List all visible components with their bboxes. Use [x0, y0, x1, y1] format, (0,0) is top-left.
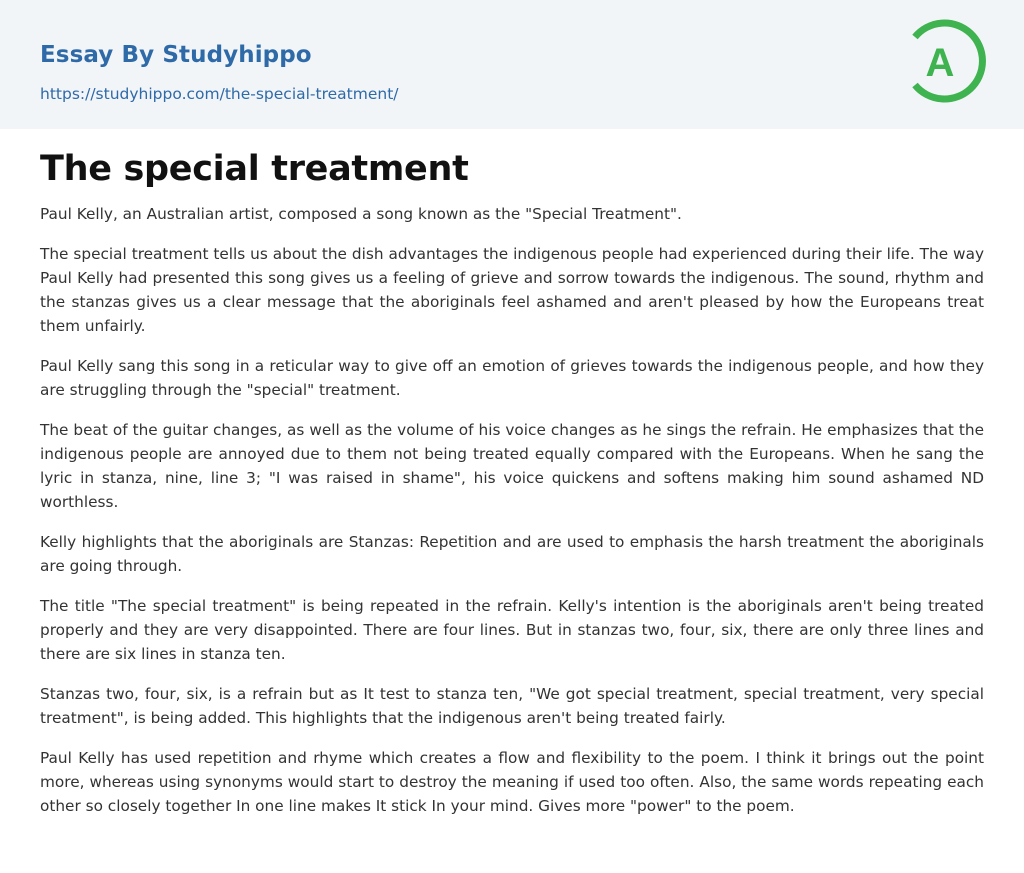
article: [0, 148, 1024, 818]
studyhippo-logo-icon[interactable]: [908, 17, 988, 107]
article-paragraph: Stanzas two, four, six, is a refrain but as It test to stanza ten, "We got special treatment, special treatment, very special treatment", is being added. This highlights that the indigenous aren't being treated fairly.: [40, 685, 984, 727]
site-header: [0, 0, 1024, 129]
logo-letter: A: [925, 41, 955, 85]
article-paragraph: Paul Kelly has used repetition and rhyme which creates a flow and flexibility to the poem. I think it brings out the point more, whereas using synonyms would start to destroy the meaning if used too often. Also, the same words repeating each other so closely together In one line makes It stick In your mind. Gives more "power" to the poem.: [40, 749, 984, 815]
article-paragraph: Paul Kelly sang this song in a reticular way to give off an emotion of grieves towards the indigenous people, and how they are struggling through the "special" treatment.: [40, 357, 984, 399]
brand-title[interactable]: Essay By Studyhippo: [40, 42, 312, 68]
article-paragraph: Kelly highlights that the aboriginals are Stanzas: Repetition and are used to emphasis the harsh treatment the aboriginals are going through.: [40, 533, 984, 575]
article-paragraph: Paul Kelly, an Australian artist, composed a song known as the "Special Treatment".: [40, 205, 682, 223]
article-title: The special treatment: [40, 149, 469, 189]
article-url-link[interactable]: https://studyhippo.com/the-special-treatment/: [40, 85, 399, 103]
article-paragraph: The special treatment tells us about the dish advantages the indigenous people had experienced during their life. The way Paul Kelly had presented this song gives us a feeling of grieve and sorrow towards the indigenous. The sound, rhythm and the stanzas gives us a clear message that the aboriginals feel ashamed and aren't pleased by how the Europeans treat them unfairly.: [40, 245, 984, 335]
article-paragraph: The beat of the guitar changes, as well as the volume of his voice changes as he sings the refrain. He emphasizes that the indigenous people are annoyed due to them not being treated equally compared with the Europeans. When he sang the lyric in stanza, nine, line 3; "I was raised in shame", his voice quickens and softens making him sound ashamed ND worthless.: [40, 421, 984, 511]
article-paragraph: The title "The special treatment" is being repeated in the refrain. Kelly's intention is the aboriginals aren't being treated properly and they are very disappointed. There are four lines. But in stanzas two, four, six, there are only three lines and there are six lines in stanza ten.: [40, 597, 984, 663]
